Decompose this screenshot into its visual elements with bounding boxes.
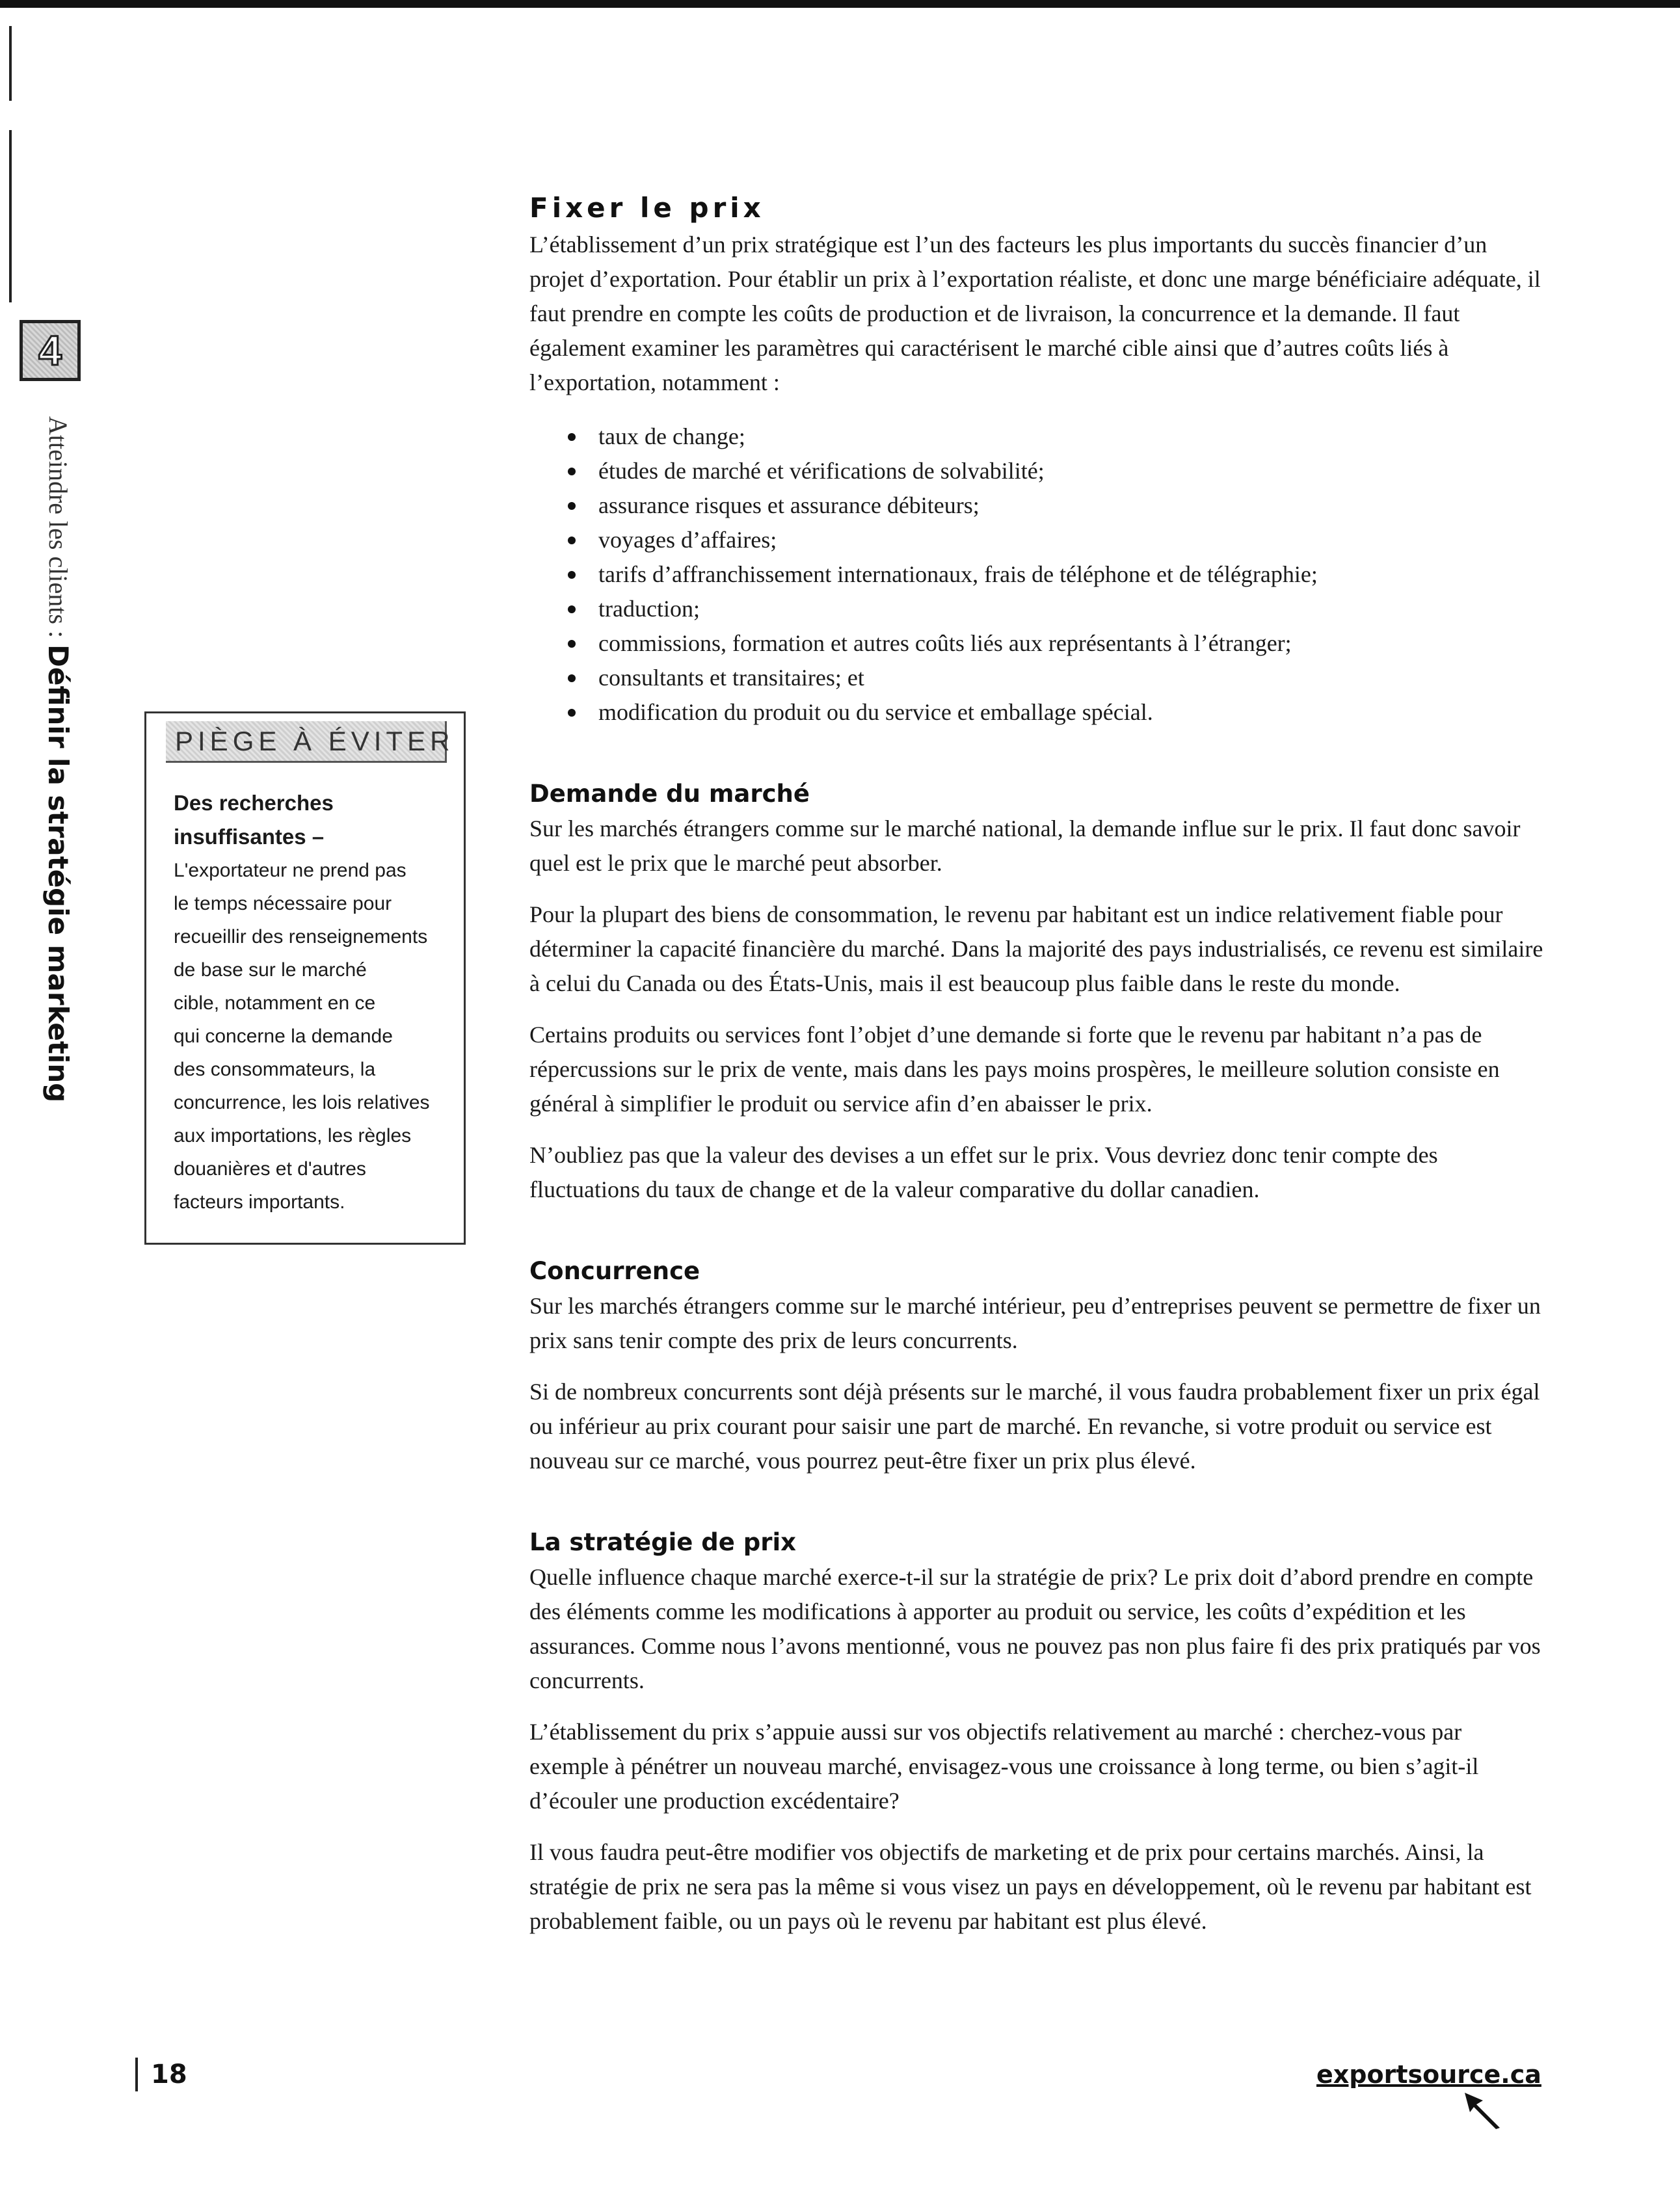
pitfall-text-line: douanières et d'autres — [174, 1158, 366, 1180]
page-title: Fixer le prix — [529, 192, 765, 224]
paragraph: Si de nombreux concurrents sont déjà présents sur le marché, il vous faudra probablement fixer un prix égal ou inférieur au prix courant pour saisir une part de marché. En revanche, si votre produit ou service est nouveau sur ce marché, vous pourrez peut-être fixer un prix plus élevé. — [529, 1379, 1540, 1474]
pitfall-text-line: le temps nécessaire pour — [174, 893, 392, 914]
pitfall-box — [144, 711, 466, 1245]
paragraph: Il vous faudra peut-être modifier vos objectifs de marketing et de prix pour certains marchés. Ainsi, la stratégie de prix ne sera pas la même si vous visez un pays en développement, où le revenu par habitant est probablement faible, ou un pays où le revenu par habitant est plus élevé. — [529, 1839, 1532, 1934]
chapter-sidebar-label — [44, 416, 72, 1102]
page-number: 18 — [135, 2058, 187, 2091]
list-item: assurance risques et assurance débiteurs; — [529, 488, 1544, 523]
list-item: études de marché et vérifications de solvabilité; — [529, 454, 1544, 488]
paragraph: Quelle influence chaque marché exerce-t-il sur la stratégie de prix? Le prix doit d’abord prendre en compte des éléments comme les modifications à apporter au produit ou service, les coûts d’expédition et les assurances. Comme nous l’avons mentionné, vous ne pouvez pas non plus faire fi des prix pratiqués par vos concurrents. — [529, 1564, 1541, 1693]
arrow-cursor-icon — [1463, 2091, 1502, 2130]
pitfall-title-line: Des recherches — [174, 791, 334, 815]
pitfall-text-line: aux importations, les règles — [174, 1125, 412, 1147]
paragraph: Sur les marchés étrangers comme sur le marché national, la demande influe sur le prix. Il faut donc savoir quel est le prix que le marché peut absorber. — [529, 815, 1521, 876]
sidebar-label-light: Atteindre les clients : — [44, 416, 73, 645]
pitfall-text-line: L'exportateur ne prend pas — [174, 860, 407, 881]
list-item: traduction; — [529, 592, 1544, 626]
section-heading-strategie: La stratégie de prix — [529, 1528, 797, 1556]
pitfall-body — [174, 786, 447, 1219]
margin-rule — [9, 26, 12, 101]
list-item: voyages d’affaires; — [529, 523, 1544, 557]
chapter-badge — [20, 320, 81, 381]
margin-rule — [9, 211, 12, 302]
pitfall-text-line: qui concerne la demande — [174, 1026, 393, 1047]
pitfall-header: PIÈGE À ÉVITER — [166, 721, 447, 763]
pitfall-text-line: concurrence, les lois relatives — [174, 1092, 430, 1113]
intro-paragraph: L’établissement d’un prix stratégique est l’un des facteurs les plus importants du succès financier d’un projet d’exportation. Pour établir un prix à l’exportation réaliste, et donc une marge bénéficiaire adéquate, il faut prendre en compte les coûts de production et de livraison, la concurrence et la demande. Il faut également examiner les paramètres qui caractérisent le marché cible ainsi que d’autres coûts liés à l’exportation, notamment : — [529, 232, 1541, 395]
sidebar-label-bold: Définir la stratégie marketing — [42, 644, 74, 1103]
website-link[interactable]: exportsource.ca — [1316, 2060, 1541, 2089]
margin-rule — [9, 130, 12, 221]
section-heading-concurrence: Concurrence — [529, 1257, 700, 1285]
pitfall-text-line: de base sur le marché — [174, 959, 367, 981]
list-item: consultants et transitaires; et — [529, 661, 1544, 695]
pitfall-text-line: des consommateurs, la — [174, 1059, 376, 1080]
top-border — [0, 0, 1680, 8]
paragraph: L’établissement du prix s’appuie aussi sur vos objectifs relativement au marché : cherchez-vous par exemple à pénétrer un nouveau marché, envisagez-vous une croissance à long terme, ou bien s’agit-il d’écouler une production excédentaire? — [529, 1719, 1479, 1814]
main-content — [529, 189, 1544, 1955]
pitfall-text-line: recueillir des renseignements — [174, 926, 428, 948]
list-item: modification du produit ou du service et emballage spécial. — [529, 695, 1544, 730]
list-item: commissions, formation et autres coûts liés aux représentants à l’étranger; — [529, 626, 1544, 661]
paragraph: Certains produits ou services font l’objet d’une demande si forte que le revenu par habitant n’a pas de répercussions sur le prix de vente, mais dans les pays moins prospères, le meilleure solution consiste en général à simplifier le produit ou service afin d’en abaisser le prix. — [529, 1022, 1500, 1117]
section-heading-demande: Demande du marché — [529, 780, 810, 808]
list-item: tarifs d’affranchissement internationaux, frais de téléphone et de télégraphie; — [529, 557, 1544, 592]
paragraph: Pour la plupart des biens de consommation, le revenu par habitant est un indice relativement fiable pour déterminer la capacité financière du marché. Dans la majorité des pays industrialisés, ce revenu est similaire à celui du Canada ou des États-Unis, mais il est beaucoup plus faible dans le reste du monde. — [529, 901, 1543, 996]
list-item: taux de change; — [529, 419, 1544, 454]
chapter-number: 4 — [38, 327, 62, 374]
pitfall-title-line: insuffisantes – — [174, 825, 325, 849]
pitfall-text-line: cible, notamment en ce — [174, 992, 376, 1014]
paragraph: Sur les marchés étrangers comme sur le marché intérieur, peu d’entreprises peuvent se permettre de fixer un prix sans tenir compte des prix de leurs concurrents. — [529, 1293, 1541, 1353]
pitfall-text-line: facteurs importants. — [174, 1191, 345, 1213]
cost-list — [529, 419, 1544, 730]
paragraph: N’oubliez pas que la valeur des devises a un effet sur le prix. Vous devriez donc tenir compte des fluctuations du taux de change et de la valeur comparative du dollar canadien. — [529, 1142, 1438, 1202]
